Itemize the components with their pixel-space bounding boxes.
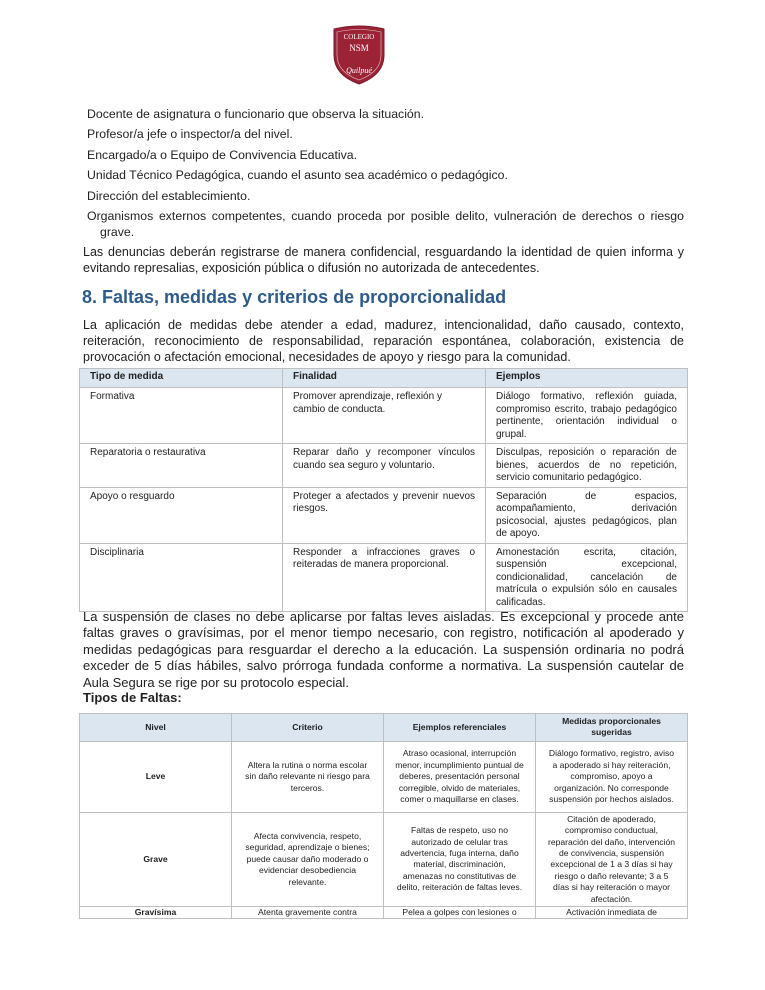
table-cell: Apoyo o resguardo [80, 487, 283, 543]
table-cell: Reparatoria o restaurativa [80, 444, 283, 488]
table-cell: Disculpas, reposición o reparación de bienes, acuerdos de no repetición, servicio comunitario pedagógico. [486, 444, 688, 488]
svg-text:NSM: NSM [349, 43, 369, 53]
column-header: Tipo de medida [80, 369, 283, 388]
column-header: Finalidad [283, 369, 486, 388]
table-cell: Diálogo formativo, reflexión guiada, compromiso escrito, trabajo pedagógico pertinente, orientación individual o grupal. [486, 388, 688, 444]
table-cell: Diálogo formativo, registro, aviso a apoderado si hay reiteración, compromiso, apoyo a organización. No corresponde suspensión por hechos aislados. [536, 741, 688, 812]
column-header: Ejemplos [486, 369, 688, 388]
subheading-tipos-faltas: Tipos de Faltas: [83, 690, 182, 705]
table-cell: Citación de apoderado, compromiso conductual, reparación del daño, intervención de convivencia, suspensión excepcional de 1 a 3 días si hay riesgo o daño relevante; 3 a 5 días si hay reiteración o mayor afectación. [536, 812, 688, 906]
table-cell: Atenta gravemente contra [232, 907, 384, 919]
table-cell: Pelea a golpes con lesiones o [384, 907, 536, 919]
list-item: Docente de asignatura o funcionario que observa la situación. [87, 107, 425, 121]
table-cell: Afecta convivencia, respeto, seguridad, aprendizaje o bienes; puede causar daño moderado o evidenciar desobediencia relevante. [232, 812, 384, 906]
measures-table [79, 368, 688, 612]
table-row [80, 907, 688, 919]
table-row [80, 812, 688, 906]
list-item: Unidad Técnico Pedagógica, cuando el asunto sea académico o pedagógico. [87, 168, 508, 182]
table-cell: Responder a infracciones graves o reiteradas de manera proporcional. [283, 543, 486, 612]
table-cell: Separación de espacios, acompañamiento, derivación psicosocial, ajustes pedagógicos, plan de apoyo. [486, 487, 688, 543]
list-item: Profesor/a jefe o inspector/a del nivel. [87, 127, 293, 141]
table-row [80, 388, 688, 444]
table-row [80, 543, 688, 612]
table-header-row [80, 714, 688, 742]
table-cell: Leve [80, 741, 232, 812]
list-item: Encargado/a o Equipo de Convivencia Educativa. [87, 148, 358, 162]
column-header: Ejemplos referenciales [384, 714, 536, 742]
table-cell: Proteger a afectados y prevenir nuevos riesgos. [283, 487, 486, 543]
faults-table [79, 713, 688, 919]
list-item: Dirección del establecimiento. [87, 189, 251, 203]
svg-text:Quilpué: Quilpué [346, 66, 372, 75]
column-header: Nivel [80, 714, 232, 742]
column-header: Medidas proporcionales sugeridas [536, 714, 688, 742]
table-cell: Altera la rutina o norma escolar sin daño relevante ni riesgo para terceros. [232, 741, 384, 812]
table-cell: Activación inmediata de [536, 907, 688, 919]
paragraph-suspension: La suspensión de clases no debe aplicarse por faltas leves aisladas. Es excepcional y procede ante faltas graves o gravísimas, por el menor tiempo necesario, con registro, notificación al apoderado y medidas pedagógicas para resguardar el derecho a la educación. La suspensión ordinaria no podrá exceder de 5 días hábiles, salvo prórroga fundada conforme a normativa. La suspensión cautelar de Aula Segura se rige por su protocolo especial. [83, 609, 684, 690]
table-cell: Gravísima [80, 907, 232, 919]
table-cell: Promover aprendizaje, reflexión y cambio de conducta. [283, 388, 486, 444]
school-crest-logo [332, 25, 386, 85]
table-cell: Amonestación escrita, citación, suspensión excepcional, condicionalidad, cancelación de matrícula o expulsión sólo en causales calificadas. [486, 543, 688, 612]
table-cell: Atraso ocasional, interrupción menor, incumplimiento puntual de deberes, presentación personal corregible, olvido de materiales, comer o maquillarse en clases. [384, 741, 536, 812]
table-cell: Disciplinaria [80, 543, 283, 612]
table-row [80, 444, 688, 488]
column-header: Criterio [232, 714, 384, 742]
table-row [80, 487, 688, 543]
table-cell: Faltas de respeto, uso no autorizado de celular tras advertencia, fuga interna, daño material, discriminación, amenazas no constitutivas de delito, reiteración de faltas leves. [384, 812, 536, 906]
table-cell: Reparar daño y recomponer vínculos cuando sea seguro y voluntario. [283, 444, 486, 488]
table-cell: Grave [80, 812, 232, 906]
section-title: 8. Faltas, medidas y criterios de proporcionalidad [82, 287, 507, 307]
list-item: Organismos externos competentes, cuando proceda por posible delito, vulneración de derechos o riesgo grave. [87, 209, 684, 239]
table-header-row [80, 369, 688, 388]
table-cell: Formativa [80, 388, 283, 444]
paragraph-denuncias: Las denuncias deberán registrarse de manera confidencial, resguardando la identidad de quien informa y evitando represalias, exposición pública o difusión no autorizada de antecedentes. [83, 245, 684, 275]
paragraph-aplicacion: La aplicación de medidas debe atender a edad, madurez, intencionalidad, daño causado, contexto, reiteración, reconocimiento de responsabilidad, reparación espontánea, colaboración, existencia de provocación o afectación emocional, necesidades de apoyo y riesgo para la comunidad. [83, 318, 684, 364]
svg-text:COLEGIO: COLEGIO [343, 33, 375, 41]
table-row [80, 741, 688, 812]
